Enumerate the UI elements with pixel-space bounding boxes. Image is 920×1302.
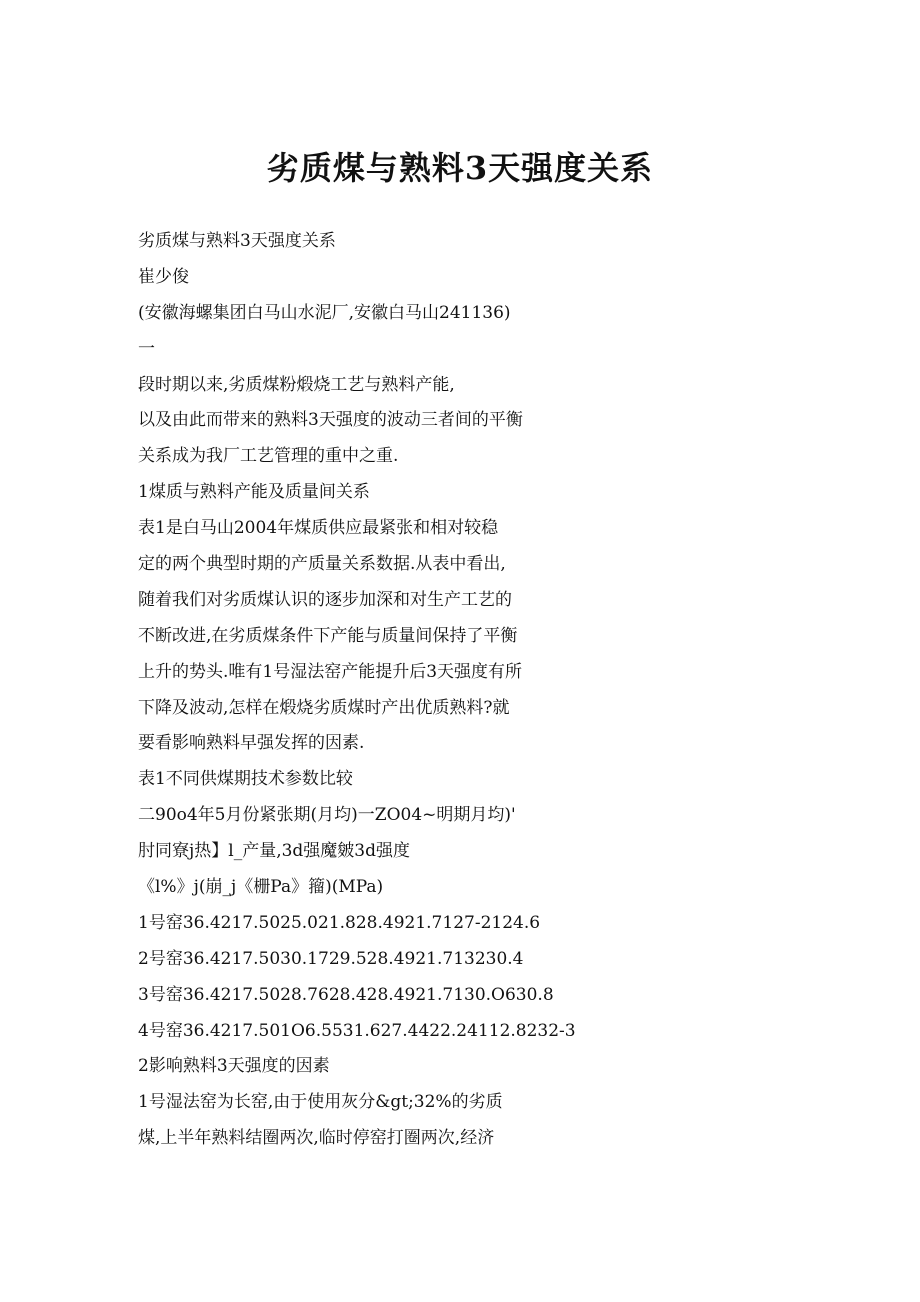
body-line: 不断改进,在劣质煤条件下产能与质量间保持了平衡 — [138, 625, 518, 646]
body-line: 煤,上半年熟料结圈两次,临时停窑打圈两次,经济 — [138, 1128, 495, 1149]
body-line: 随着我们对劣质煤认识的逐步加深和对生产工艺的 — [138, 589, 512, 610]
body-line: 《l%》j(崩_j《栅Pa》籀)(MPa) — [138, 877, 384, 898]
body-line: 表1不同供煤期技术参数比较 — [138, 769, 353, 790]
body-line: 一 — [138, 338, 155, 359]
body-line: 以及由此而带来的熟料3天强度的波动三者间的平衡 — [138, 410, 523, 431]
body-line: 下降及波动,怎样在煅烧劣质煤时产出优质熟料?就 — [138, 697, 510, 718]
body-line: 表1是白马山2004年煤质供应最紧张和相对较稳 — [138, 518, 499, 539]
body-line: 1号湿法窑为长窑,由于使用灰分&gt;32%的劣质 — [138, 1092, 503, 1113]
body-line: 4号窑36.4217.501O6.5531.627.4422.24112.8232-3 — [138, 1020, 576, 1041]
body-line: 上升的势头.唯有1号湿法窑产能提升后3天强度有所 — [138, 661, 523, 682]
body-line: 肘同寮j热】l_产量,3d强魔皴3d强度 — [138, 841, 411, 862]
body-line: 关系成为我厂工艺管理的重中之重. — [138, 446, 399, 467]
body-line: 二90o4年5月份紧张期(月均)一ZO04~明期月均)' — [138, 805, 516, 826]
document-title: 劣质煤与熟料3天强度关系 — [266, 149, 654, 187]
body-line: 段时期以来,劣质煤粉煅烧工艺与熟料产能, — [138, 374, 455, 395]
body-line: 定的两个典型时期的产质量关系数据.从表中看出, — [138, 554, 506, 575]
body-line: 3号窑36.4217.5028.7628.428.4921.7130.O630.8 — [138, 984, 554, 1005]
body-line: 崔少俊 — [138, 266, 189, 287]
body-line: 要看影响熟料早强发挥的因素. — [138, 733, 365, 754]
body-line: 1号窑36.4217.5025.021.828.4921.7127-2124.6 — [138, 912, 541, 933]
document-body — [138, 224, 838, 1157]
body-line: 劣质煤与熟料3天强度关系 — [138, 231, 336, 251]
body-line: 2号窑36.4217.5030.1729.528.4921.713230.4 — [138, 948, 524, 969]
body-line: 1煤质与熟料产能及质量间关系 — [138, 482, 370, 503]
body-line: 2影响熟料3天强度的因素 — [138, 1056, 330, 1077]
body-line: (安徽海螺集团白马山水泥厂,安徽白马山241136) — [138, 302, 511, 323]
